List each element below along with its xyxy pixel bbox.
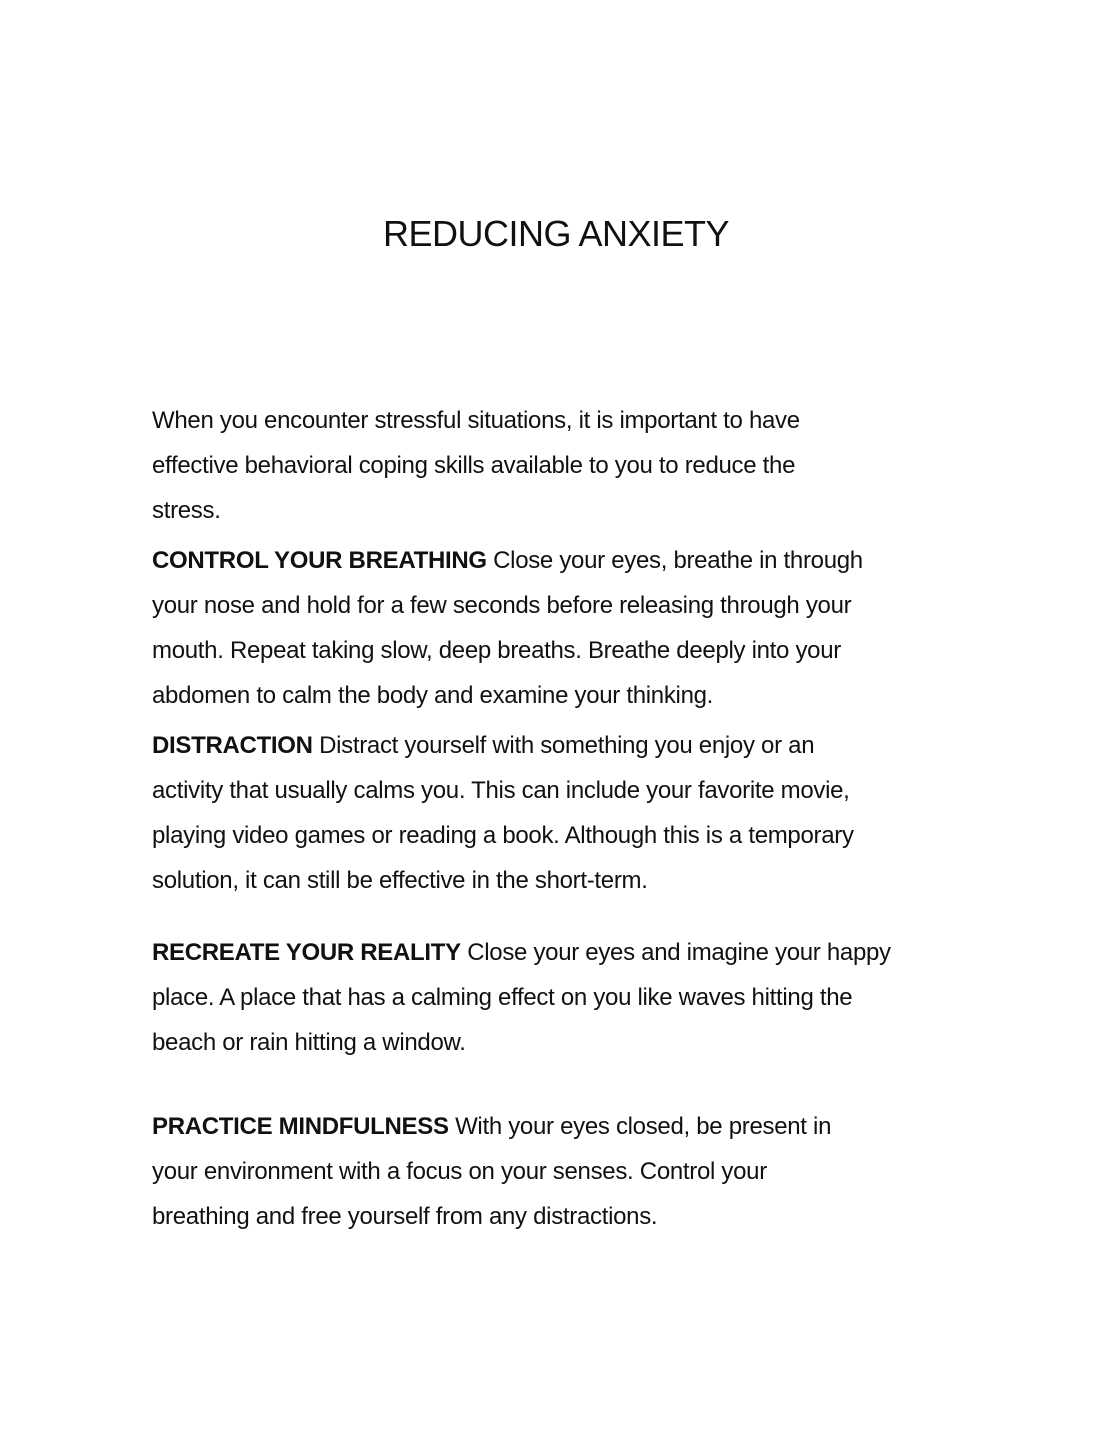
page-title: REDUCING ANXIETY bbox=[382, 213, 730, 254]
text-line: playing video games or reading a book. Although this is a temporary bbox=[152, 822, 854, 849]
text-line: activity that usually calms you. This can include your favorite movie, bbox=[152, 777, 850, 804]
text-line bbox=[152, 1104, 982, 1149]
section-heading: PRACTICE MINDFULNESS bbox=[152, 1113, 449, 1140]
section-text: Distract yourself with something you enjoy or an bbox=[319, 732, 815, 759]
section-text: With your eyes closed, be present in bbox=[455, 1113, 832, 1140]
text-line: your nose and hold for a few seconds before releasing through your bbox=[152, 592, 852, 619]
text-line: mouth. Repeat taking slow, deep breaths. Breathe deeply into your bbox=[152, 637, 841, 664]
section-heading: CONTROL YOUR BREATHING bbox=[152, 547, 487, 574]
text-line bbox=[152, 723, 982, 768]
text-line: place. A place that has a calming effect on you like waves hitting the bbox=[152, 984, 853, 1011]
section-control-breathing bbox=[152, 538, 982, 718]
text-line: solution, it can still be effective in the short-term. bbox=[152, 867, 648, 894]
section-distraction bbox=[152, 723, 982, 903]
section-practice-mindfulness bbox=[152, 1104, 982, 1239]
text-line: When you encounter stressful situations, it is important to have bbox=[152, 407, 800, 434]
text-line: beach or rain hitting a window. bbox=[152, 1029, 466, 1056]
section-text: Close your eyes, breathe in through bbox=[493, 547, 863, 574]
text-line bbox=[152, 930, 982, 975]
section-recreate-reality bbox=[152, 930, 982, 1065]
text-line: abdomen to calm the body and examine your thinking. bbox=[152, 682, 714, 709]
intro-paragraph bbox=[152, 398, 982, 533]
text-line: breathing and free yourself from any distractions. bbox=[152, 1203, 658, 1230]
section-heading: DISTRACTION bbox=[152, 732, 313, 759]
section-heading: RECREATE YOUR REALITY bbox=[152, 939, 461, 966]
text-line: effective behavioral coping skills available to you to reduce the bbox=[152, 452, 796, 479]
text-line: your environment with a focus on your senses. Control your bbox=[152, 1158, 767, 1185]
text-line: stress. bbox=[152, 497, 221, 524]
section-text: Close your eyes and imagine your happy bbox=[467, 939, 891, 966]
text-line bbox=[152, 538, 982, 583]
